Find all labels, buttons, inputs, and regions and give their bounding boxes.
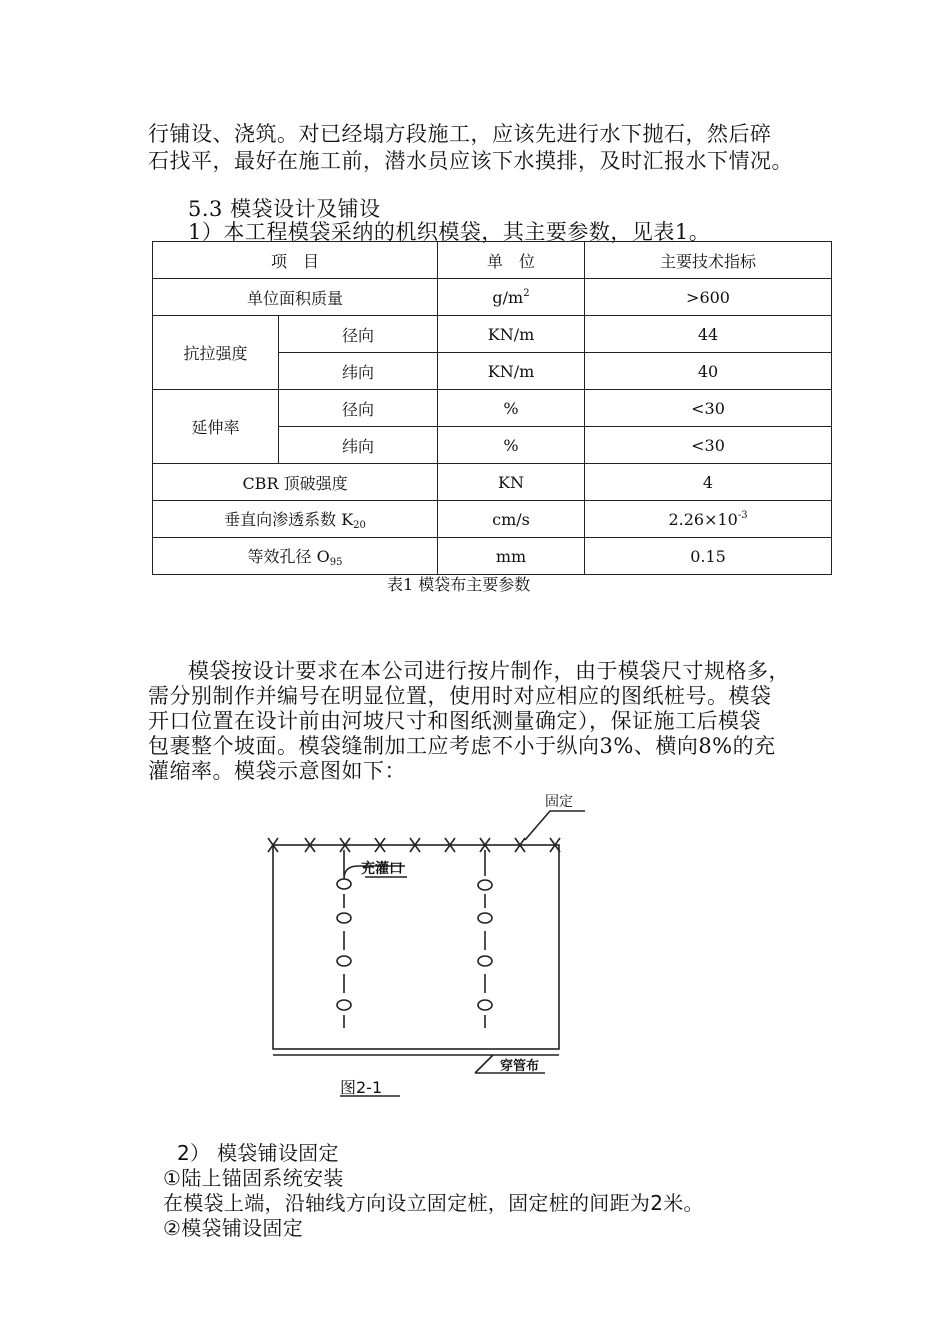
- row-sublabel: 径向: [279, 316, 438, 353]
- row-label: CBR 顶破强度: [153, 464, 438, 501]
- table-row: [153, 279, 832, 316]
- sleeve-leader: [475, 1055, 493, 1073]
- table-header-row: [153, 242, 832, 279]
- row-label: 垂直向渗透系数 $K_{20}$: [153, 501, 438, 538]
- row-label: 等效孔径 $O_{95}$: [153, 538, 438, 575]
- section-heading: 5.3 模袋设计及铺设: [188, 197, 381, 221]
- row-sublabel: 径向: [279, 390, 438, 427]
- step-item-2: 2） 模袋铺设固定: [177, 1141, 339, 1165]
- row-unit: %: [438, 390, 585, 427]
- row-value: 44: [585, 316, 832, 353]
- body-line-5: 灌缩率。模袋示意图如下：: [148, 759, 406, 783]
- row-value: 40: [585, 353, 832, 390]
- row-unit: KN/m: [438, 316, 585, 353]
- row-unit: cm/s: [438, 501, 585, 538]
- body-line-4: 包裹整个坡面。模袋缝制加工应考虑不小于纵向3%、横向8%的充: [148, 734, 776, 758]
- row-value: $2.26\times 10^{-3}$: [585, 501, 832, 538]
- row-label: 单位面积质量: [153, 279, 438, 316]
- body-line-2: 需分别制作并编号在明显位置，使用时对应相应的图纸桩号。模袋: [148, 684, 772, 708]
- row-sublabel: 纬向: [279, 353, 438, 390]
- row-unit: KN: [438, 464, 585, 501]
- intro-line-1: 行铺设、浇筑。对已经塌方段施工，应该先进行水下抛石，然后碎: [148, 122, 772, 146]
- table-row: [153, 316, 832, 353]
- table-row: [153, 464, 832, 501]
- body-line-3: 开口位置在设计前由河坡尺寸和图纸测量确定），保证施工后模袋: [148, 709, 761, 733]
- row-unit: $g/m^2$: [438, 279, 585, 316]
- row-value: 0.15: [585, 538, 832, 575]
- step-sub-1-text: 在模袋上端，沿轴线方向设立固定桩，固定桩的间距为2米。: [163, 1191, 704, 1215]
- step-sub-1: ①陆上锚固系统安装: [163, 1166, 344, 1190]
- table-row: [153, 501, 832, 538]
- fix-leader: [525, 811, 585, 840]
- row-unit: KN/m: [438, 353, 585, 390]
- bag-outline: [273, 845, 559, 1049]
- label-inlet: 充灌口: [361, 861, 403, 877]
- row-sublabel: 纬向: [279, 427, 438, 464]
- mold-bag-diagram: [255, 788, 585, 1108]
- label-sleeve: 穿管布: [500, 1059, 540, 1074]
- section-item-1: 1）本工程模袋采纳的机织模袋，其主要参数，见表1。: [188, 220, 711, 244]
- row-unit: mm: [438, 538, 585, 575]
- row-group-label: 抗拉强度: [153, 316, 279, 390]
- parameter-table: [152, 241, 832, 575]
- inlet-column-right: [478, 850, 492, 1028]
- table-caption: 表1 模袋布主要参数: [387, 575, 531, 594]
- label-fix: 固定: [545, 794, 573, 810]
- intro-line-2: 石找平，最好在施工前，潜水员应该下水摸排，及时汇报水下情况。: [148, 149, 793, 173]
- row-unit: %: [438, 427, 585, 464]
- header-spec: 主要技术指标: [585, 242, 832, 279]
- table-row: [153, 538, 832, 575]
- body-line-1: 模袋按设计要求在本公司进行按片制作，由于模袋尺寸规格多，: [188, 659, 790, 683]
- row-value: <30: [585, 390, 832, 427]
- row-value: 4: [585, 464, 832, 501]
- row-group-label: 延伸率: [153, 390, 279, 464]
- header-item: 项 目: [153, 242, 438, 279]
- table-row: [153, 390, 832, 427]
- step-sub-2: ②模袋铺设固定: [163, 1216, 304, 1240]
- header-unit: 单 位: [438, 242, 585, 279]
- row-value: <30: [585, 427, 832, 464]
- row-value: >600: [585, 279, 832, 316]
- figure-caption: 图2-1: [340, 1078, 383, 1097]
